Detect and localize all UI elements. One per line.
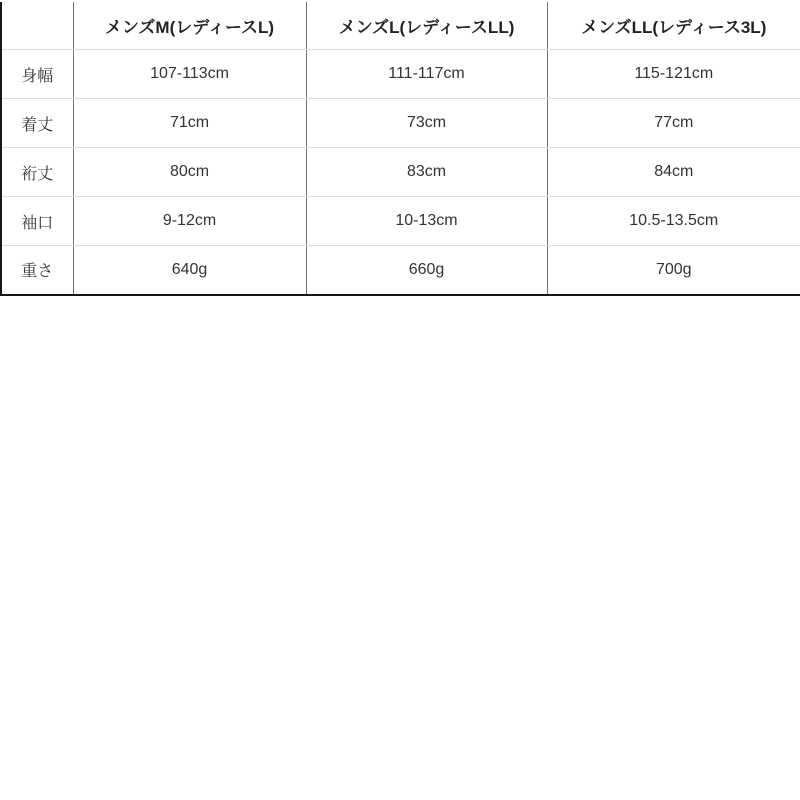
row-label-cuff: 袖口 bbox=[1, 197, 73, 246]
table-cell: 73cm bbox=[306, 99, 547, 148]
table-row-omosa bbox=[1, 246, 800, 295]
row-label-weight: 重さ bbox=[1, 246, 73, 295]
table-cell: 10.5-13.5cm bbox=[547, 197, 800, 246]
table-cell: 9-12cm bbox=[73, 197, 306, 246]
table-cell: 107-113cm bbox=[73, 50, 306, 99]
column-header-mens-ll: メンズLL(レディース3L) bbox=[547, 2, 800, 50]
table-cell: 700g bbox=[547, 246, 800, 295]
column-header-mens-m: メンズM(レディースL) bbox=[73, 2, 306, 50]
table-cell: 83cm bbox=[306, 148, 547, 197]
table-cell: 640g bbox=[73, 246, 306, 295]
row-label-body-width: 身幅 bbox=[1, 50, 73, 99]
row-label-length: 着丈 bbox=[1, 99, 73, 148]
table-cell: 77cm bbox=[547, 99, 800, 148]
table-cell: 660g bbox=[306, 246, 547, 295]
table-cell: 10-13cm bbox=[306, 197, 547, 246]
table-row-sodeguchi bbox=[1, 197, 800, 246]
table-row-yukitake bbox=[1, 148, 800, 197]
table-cell: 84cm bbox=[547, 148, 800, 197]
table-row-miha bbox=[1, 50, 800, 99]
header-row bbox=[1, 2, 800, 50]
table-cell: 111-117cm bbox=[306, 50, 547, 99]
size-chart-table bbox=[0, 2, 800, 296]
table-cell: 115-121cm bbox=[547, 50, 800, 99]
table-cell: 80cm bbox=[73, 148, 306, 197]
table-cell: 71cm bbox=[73, 99, 306, 148]
row-label-sleeve-length: 裄丈 bbox=[1, 148, 73, 197]
column-header-mens-l: メンズL(レディースLL) bbox=[306, 2, 547, 50]
corner-cell bbox=[1, 2, 73, 50]
table-row-kitake bbox=[1, 99, 800, 148]
